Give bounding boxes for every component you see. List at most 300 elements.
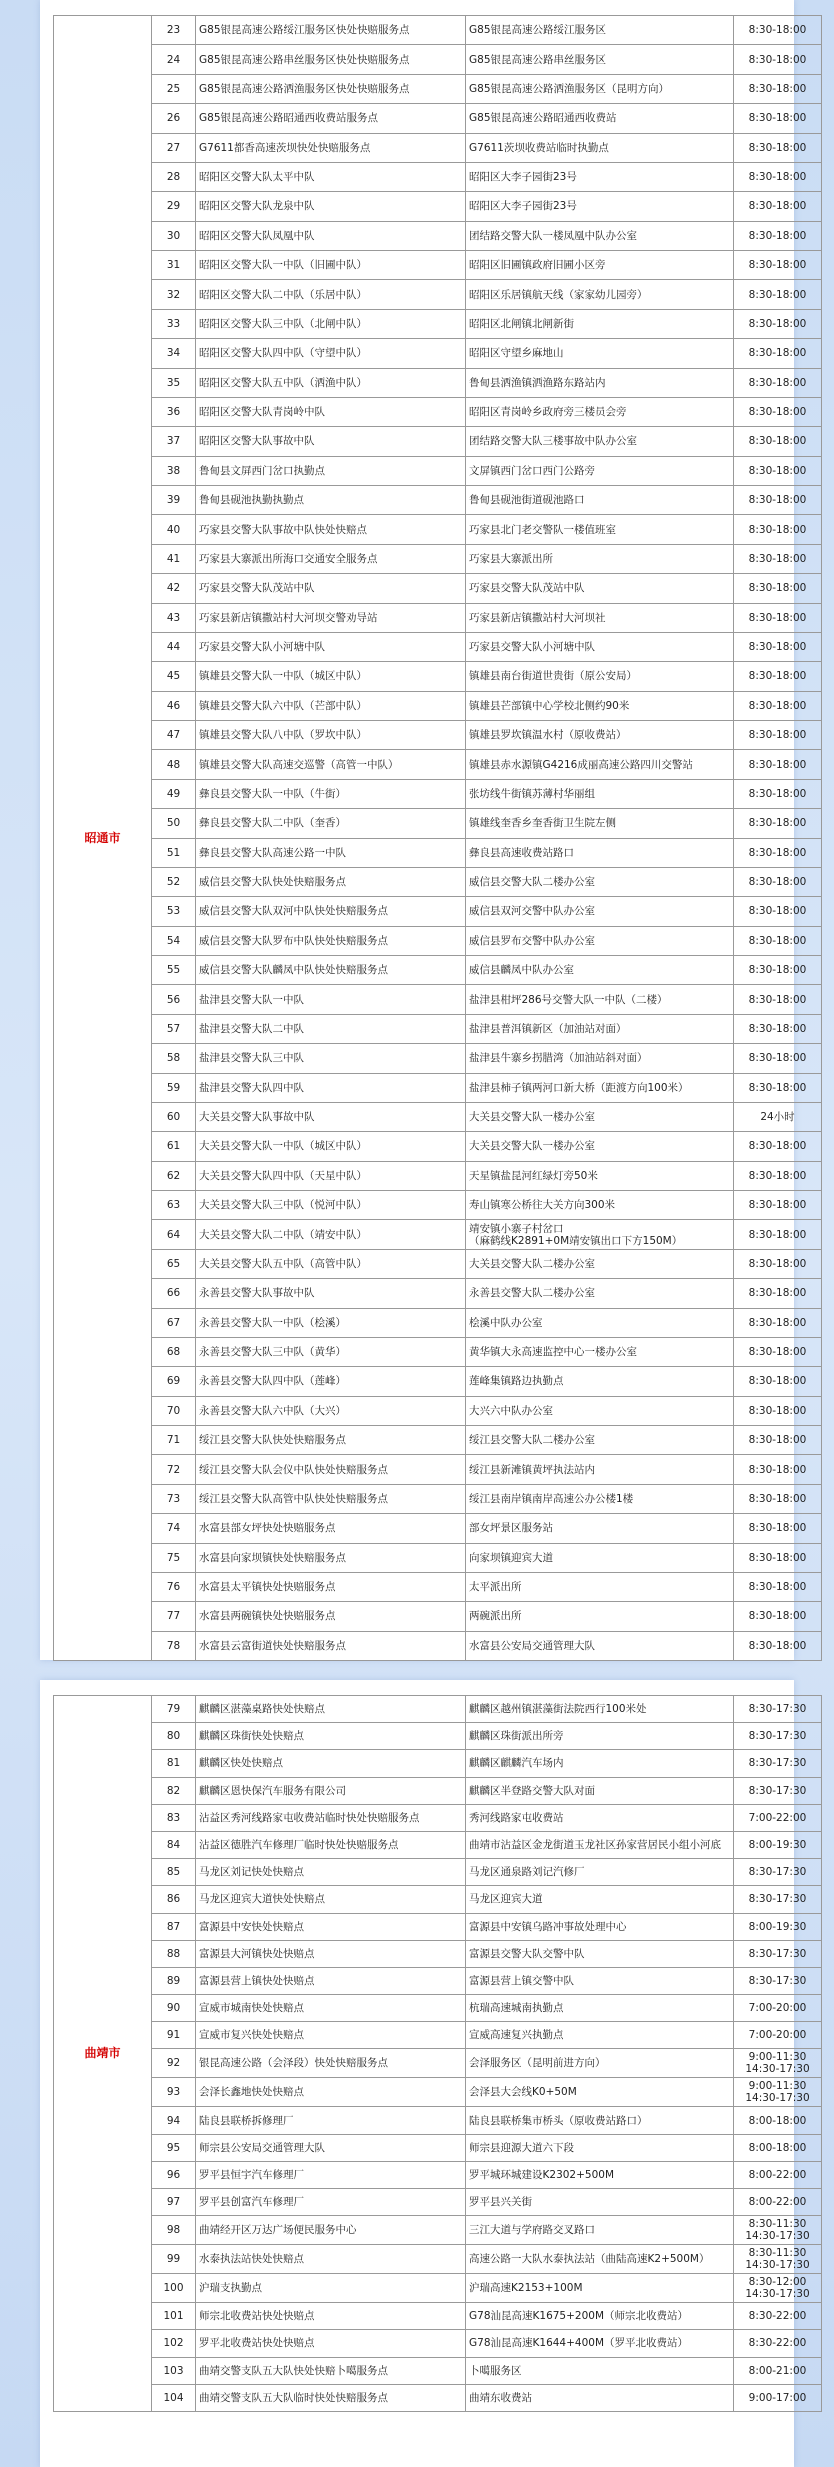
service-hours-cell: 8:30-18:00 [734, 603, 822, 632]
service-hours-cell: 8:30-18:00 [734, 721, 822, 750]
service-point-name-cell: 绥江县交警大队快处快赔服务点 [196, 1426, 466, 1455]
service-point-address-cell: 绥江县南岸镇南岸高速公办公楼1楼 [466, 1484, 734, 1513]
service-point-name-cell: 富源县营上镇快处快赔点 [196, 1967, 466, 1994]
service-hours-cell: 8:00-18:00 [734, 2107, 822, 2134]
service-point-name-cell: G85银昆高速公路绥江服务区快处快赔服务点 [196, 16, 466, 45]
service-hours-cell: 8:30-18:00 [734, 133, 822, 162]
service-point-name-cell: 曲靖交警支队五大队快处快赔卜噶服务点 [196, 2357, 466, 2384]
service-hours-cell: 8:30-18:00 [734, 1014, 822, 1043]
row-number-cell: 25 [152, 74, 196, 103]
city-name-cell: 昭通市 [54, 16, 152, 1661]
row-number-cell: 79 [152, 1696, 196, 1723]
service-point-name-cell: 昭阳区交警大队一中队（旧圃中队） [196, 251, 466, 280]
row-number-cell: 45 [152, 662, 196, 691]
service-hours-cell: 8:30-17:30 [734, 1940, 822, 1967]
row-number-cell: 39 [152, 486, 196, 515]
table-row [54, 1886, 822, 1913]
service-point-address-cell: 盐津县牛寨乡拐腊湾（加油站斜对面） [466, 1044, 734, 1073]
service-point-name-cell: 永善县交警大队事故中队 [196, 1279, 466, 1308]
service-point-address-cell: 昭阳区大李子园街23号 [466, 192, 734, 221]
service-point-address-cell: 昭阳区旧圃镇政府旧圃小区旁 [466, 251, 734, 280]
table-row [54, 1995, 822, 2022]
table-row [54, 1102, 822, 1131]
service-point-name-cell: 曲靖交警支队五大队临时快处快赔服务点 [196, 2384, 466, 2411]
row-number-cell: 76 [152, 1572, 196, 1601]
service-point-name-cell: 镇雄县交警大队八中队（罗坎中队） [196, 721, 466, 750]
row-number-cell: 73 [152, 1484, 196, 1513]
row-number-cell: 58 [152, 1044, 196, 1073]
row-number-cell: 33 [152, 309, 196, 338]
row-number-cell: 93 [152, 2078, 196, 2107]
service-hours-cell: 8:30-17:30 [734, 1886, 822, 1913]
section-panel-qujing [40, 1680, 810, 2467]
service-hours-cell: 8:30-17:30 [734, 1777, 822, 1804]
service-point-address-cell: 寿山镇寒公桥往大关方向300米 [466, 1191, 734, 1220]
row-number-cell: 100 [152, 2274, 196, 2303]
service-point-name-cell: 沪瑞支执勤点 [196, 2274, 466, 2303]
service-point-name-cell: 绥江县交警大队会仪中队快处快赔服务点 [196, 1455, 466, 1484]
service-point-address-cell: 团结路交警大队三楼事故中队办公室 [466, 427, 734, 456]
service-point-address-cell: 宣威高速复兴执勤点 [466, 2022, 734, 2049]
table-row [54, 838, 822, 867]
city-name-cell: 曲靖市 [54, 1696, 152, 2412]
row-number-cell: 30 [152, 221, 196, 250]
service-point-name-cell: G85银昆高速公路串丝服务区快处快赔服务点 [196, 45, 466, 74]
service-hours-cell: 8:30-18:00 [734, 1337, 822, 1366]
table-row [54, 2078, 822, 2107]
service-point-address-cell: 绥江县交警大队二楼办公室 [466, 1426, 734, 1455]
service-point-address-cell: 曲靖市沾益区金龙街道玉龙社区孙家营居民小组小河底 [466, 1831, 734, 1858]
service-point-address-cell: 大兴六中队办公室 [466, 1396, 734, 1425]
table-row [54, 985, 822, 1014]
service-hours-cell: 8:30-18:00 [734, 1132, 822, 1161]
row-number-cell: 81 [152, 1750, 196, 1777]
service-hours-cell: 8:30-18:00 [734, 456, 822, 485]
service-point-address-cell: 巧家县北门老交警队一楼值班室 [466, 515, 734, 544]
service-point-name-cell: 富源县大河镇快处快赔点 [196, 1940, 466, 1967]
service-point-address-cell: 罗平城环城建设K2302+500M [466, 2161, 734, 2188]
service-hours-cell: 8:30-11:30 14:30-17:30 [734, 2216, 822, 2245]
service-hours-cell: 8:30-18:00 [734, 309, 822, 338]
service-point-name-cell: 巧家县交警大队茂站中队 [196, 574, 466, 603]
row-number-cell: 32 [152, 280, 196, 309]
row-number-cell: 66 [152, 1279, 196, 1308]
service-point-address-cell: 会泽县大会线K0+50M [466, 2078, 734, 2107]
service-point-name-cell: 师宗县公安局交通管理大队 [196, 2134, 466, 2161]
service-point-address-cell: 杭瑞高速城南执勤点 [466, 1995, 734, 2022]
service-point-name-cell: 大关县交警大队事故中队 [196, 1102, 466, 1131]
row-number-cell: 85 [152, 1859, 196, 1886]
service-hours-cell: 8:30-17:30 [734, 1723, 822, 1750]
row-number-cell: 75 [152, 1543, 196, 1572]
service-point-address-cell: 三江大道与学府路交叉路口 [466, 2216, 734, 2245]
table-row [54, 2189, 822, 2216]
service-hours-cell: 8:30-18:00 [734, 280, 822, 309]
row-number-cell: 53 [152, 897, 196, 926]
service-point-address-cell: G85银昆高速公路洒渔服务区（昆明方向） [466, 74, 734, 103]
service-point-address-cell: 昭阳区大李子园街23号 [466, 162, 734, 191]
service-point-name-cell: G85银昆高速公路洒渔服务区快处快赔服务点 [196, 74, 466, 103]
table-row [54, 1859, 822, 1886]
service-hours-cell: 8:00-22:00 [734, 2189, 822, 2216]
service-hours-cell: 8:30-18:00 [734, 779, 822, 808]
service-point-name-cell: 会泽长鑫地快处快赔点 [196, 2078, 466, 2107]
table-row [54, 1308, 822, 1337]
service-point-address-cell: 马龙区迎宾大道 [466, 1886, 734, 1913]
table-row [54, 280, 822, 309]
service-point-name-cell: 昭阳区交警大队二中队（乐居中队） [196, 280, 466, 309]
row-number-cell: 90 [152, 1995, 196, 2022]
service-point-name-cell: 威信县交警大队快处快赔服务点 [196, 867, 466, 896]
service-point-address-cell: 巧家县交警大队茂站中队 [466, 574, 734, 603]
service-table-qujing [53, 1695, 822, 2412]
service-point-address-cell: G85银昆高速公路串丝服务区 [466, 45, 734, 74]
service-point-address-cell: 鲁甸县砚池街道砚池路口 [466, 486, 734, 515]
service-point-address-cell: 高速公路一大队水泰执法站（曲陆高速K2+500M） [466, 2245, 734, 2274]
service-point-address-cell: 富源县交警大队交警中队 [466, 1940, 734, 1967]
service-point-address-cell: 昭阳区青岗岭乡政府旁三楼员会旁 [466, 397, 734, 426]
row-number-cell: 80 [152, 1723, 196, 1750]
row-number-cell: 29 [152, 192, 196, 221]
row-number-cell: 52 [152, 867, 196, 896]
service-point-address-cell: 昭阳区北闸镇北闸新街 [466, 309, 734, 338]
service-hours-cell: 8:30-18:00 [734, 1220, 822, 1249]
service-point-address-cell: 太平派出所 [466, 1572, 734, 1601]
service-hours-cell: 9:00-11:30 14:30-17:30 [734, 2049, 822, 2078]
service-point-address-cell: 大关县交警大队一楼办公室 [466, 1102, 734, 1131]
table-row [54, 2022, 822, 2049]
row-number-cell: 78 [152, 1631, 196, 1660]
service-point-address-cell: 桧溪中队办公室 [466, 1308, 734, 1337]
table-row [54, 1484, 822, 1513]
table-row [54, 368, 822, 397]
table-row [54, 1191, 822, 1220]
service-point-name-cell: 盐津县交警大队二中队 [196, 1014, 466, 1043]
table-row [54, 427, 822, 456]
row-number-cell: 83 [152, 1804, 196, 1831]
service-point-name-cell: 罗平北收费站快处快赔点 [196, 2330, 466, 2357]
table-row [54, 1514, 822, 1543]
row-number-cell: 60 [152, 1102, 196, 1131]
row-number-cell: 71 [152, 1426, 196, 1455]
service-hours-cell: 8:30-18:00 [734, 192, 822, 221]
table-row [54, 809, 822, 838]
service-point-name-cell: 水泰执法站快处快赔点 [196, 2245, 466, 2274]
row-number-cell: 99 [152, 2245, 196, 2274]
service-point-address-cell: G85银昆高速公路昭通西收费站 [466, 104, 734, 133]
service-point-name-cell: 马龙区刘记快处快赔点 [196, 1859, 466, 1886]
service-point-address-cell: 盐津县柿子镇两河口新大桥（距渡方向100米） [466, 1073, 734, 1102]
service-hours-cell: 8:30-18:00 [734, 368, 822, 397]
service-point-name-cell: 曲靖经开区万达广场便民服务中心 [196, 2216, 466, 2245]
table-row [54, 45, 822, 74]
service-point-name-cell: 麒麟区湛藻桌路快处快赔点 [196, 1696, 466, 1723]
row-number-cell: 102 [152, 2330, 196, 2357]
service-hours-cell: 8:30-18:00 [734, 867, 822, 896]
service-point-address-cell: 文屏镇西门岔口西门公路旁 [466, 456, 734, 485]
table-row [54, 2274, 822, 2303]
table-row [54, 162, 822, 191]
service-point-address-cell: 威信县双河交警中队办公室 [466, 897, 734, 926]
section-panel-zhaotong [40, 0, 807, 1660]
service-point-name-cell: 永善县交警大队三中队（黄华） [196, 1337, 466, 1366]
table-row [54, 1631, 822, 1660]
row-number-cell: 65 [152, 1249, 196, 1278]
service-point-address-cell: 麒麟区半登路交警大队对面 [466, 1777, 734, 1804]
table-row [54, 603, 822, 632]
service-hours-cell: 9:00-17:00 [734, 2384, 822, 2411]
table-row [54, 1940, 822, 1967]
service-hours-cell: 8:30-18:00 [734, 1396, 822, 1425]
service-hours-cell: 8:30-18:00 [734, 1073, 822, 1102]
service-point-address-cell: 麒麟区珠街派出所旁 [466, 1723, 734, 1750]
service-hours-cell: 8:30-18:00 [734, 1514, 822, 1543]
table-row [54, 16, 822, 45]
service-point-name-cell: 彝良县交警大队二中队（奎香） [196, 809, 466, 838]
row-number-cell: 40 [152, 515, 196, 544]
row-number-cell: 44 [152, 632, 196, 661]
service-point-name-cell: 昭阳区交警大队四中队（守望中队） [196, 339, 466, 368]
service-hours-cell: 8:30-17:30 [734, 1859, 822, 1886]
service-hours-cell: 24小时 [734, 1102, 822, 1131]
row-number-cell: 97 [152, 2189, 196, 2216]
table-row [54, 1337, 822, 1366]
service-point-name-cell: 麒麟区恩快保汽车服务有限公司 [196, 1777, 466, 1804]
service-hours-cell: 8:30-18:00 [734, 45, 822, 74]
table-row [54, 779, 822, 808]
service-hours-cell: 8:30-18:00 [734, 339, 822, 368]
table-row [54, 2245, 822, 2274]
table-row [54, 2303, 822, 2330]
table-row [54, 956, 822, 985]
service-point-name-cell: 大关县交警大队二中队（靖安中队） [196, 1220, 466, 1249]
row-number-cell: 46 [152, 691, 196, 720]
table-row [54, 1831, 822, 1858]
service-point-address-cell: 罗平县兴关街 [466, 2189, 734, 2216]
table-row [54, 1367, 822, 1396]
table-row [54, 339, 822, 368]
service-hours-cell: 8:30-18:00 [734, 956, 822, 985]
service-hours-cell: 8:30-18:00 [734, 1279, 822, 1308]
service-point-address-cell: G78汕昆高速K1644+400M（罗平北收费站） [466, 2330, 734, 2357]
service-point-address-cell: 麒麟区越州镇湛藻街法院西行100米处 [466, 1696, 734, 1723]
row-number-cell: 89 [152, 1967, 196, 1994]
table-row [54, 221, 822, 250]
table-row [54, 104, 822, 133]
service-point-address-cell: 威信县交警大队二楼办公室 [466, 867, 734, 896]
row-number-cell: 61 [152, 1132, 196, 1161]
service-hours-cell: 8:30-18:00 [734, 515, 822, 544]
row-number-cell: 98 [152, 2216, 196, 2245]
service-point-address-cell: G7611茨坝收费站临时执勤点 [466, 133, 734, 162]
service-hours-cell: 8:30-18:00 [734, 162, 822, 191]
service-hours-cell: 7:00-20:00 [734, 1995, 822, 2022]
service-point-address-cell: 天星镇盐昆河红绿灯旁50米 [466, 1161, 734, 1190]
row-number-cell: 28 [152, 162, 196, 191]
service-point-address-cell: 镇雄县罗坎镇温水村（原收费站） [466, 721, 734, 750]
service-hours-cell: 8:30-11:30 14:30-17:30 [734, 2245, 822, 2274]
service-point-address-cell: 绥江县新滩镇黄坪执法站内 [466, 1455, 734, 1484]
row-number-cell: 86 [152, 1886, 196, 1913]
service-hours-cell: 8:30-18:00 [734, 1249, 822, 1278]
service-point-name-cell: 水富县云富街道快处快赔服务点 [196, 1631, 466, 1660]
row-number-cell: 56 [152, 985, 196, 1014]
table-row [54, 1777, 822, 1804]
table-row [54, 632, 822, 661]
row-number-cell: 27 [152, 133, 196, 162]
service-hours-cell: 8:30-22:00 [734, 2303, 822, 2330]
service-point-name-cell: 盐津县交警大队四中队 [196, 1073, 466, 1102]
table-row [54, 1132, 822, 1161]
table-row [54, 1543, 822, 1572]
service-point-address-cell: 黄华镇大永高速监控中心一楼办公室 [466, 1337, 734, 1366]
service-hours-cell: 8:30-18:00 [734, 691, 822, 720]
service-point-address-cell: 鲁甸县洒渔镇洒渔路东路站内 [466, 368, 734, 397]
service-point-name-cell: 罗平县恒宇汽车修理厂 [196, 2161, 466, 2188]
service-hours-cell: 8:30-18:00 [734, 1602, 822, 1631]
row-number-cell: 42 [152, 574, 196, 603]
row-number-cell: 36 [152, 397, 196, 426]
row-number-cell: 72 [152, 1455, 196, 1484]
service-point-address-cell: 马龙区通泉路刘记汽修厂 [466, 1859, 734, 1886]
service-point-name-cell: 沾益区秀河线路家屯收费站临时快处快赔服务点 [196, 1804, 466, 1831]
service-point-address-cell: 昭阳区乐居镇航天线（家家幼儿园旁） [466, 280, 734, 309]
service-hours-cell: 8:30-18:00 [734, 104, 822, 133]
service-hours-cell: 8:00-22:00 [734, 2161, 822, 2188]
table-row [54, 74, 822, 103]
table-row [54, 544, 822, 573]
service-point-name-cell: 昭阳区交警大队太平中队 [196, 162, 466, 191]
service-point-name-cell: 沾益区德胜汽车修理厂临时快处快赔服务点 [196, 1831, 466, 1858]
row-number-cell: 62 [152, 1161, 196, 1190]
table-row [54, 750, 822, 779]
row-number-cell: 88 [152, 1940, 196, 1967]
service-hours-cell: 8:00-19:30 [734, 1913, 822, 1940]
row-number-cell: 59 [152, 1073, 196, 1102]
service-point-name-cell: 绥江县交警大队高管中队快处快赔服务点 [196, 1484, 466, 1513]
table-row [54, 1161, 822, 1190]
table-row [54, 662, 822, 691]
service-point-address-cell: 大关县交警大队一楼办公室 [466, 1132, 734, 1161]
row-number-cell: 64 [152, 1220, 196, 1249]
row-number-cell: 92 [152, 2049, 196, 2078]
service-hours-cell: 8:00-21:00 [734, 2357, 822, 2384]
service-point-address-cell: 镇雄县赤水源镇G4216成丽高速公路四川交警站 [466, 750, 734, 779]
table-row [54, 1426, 822, 1455]
service-hours-cell: 8:30-17:30 [734, 1967, 822, 1994]
row-number-cell: 77 [152, 1602, 196, 1631]
service-point-name-cell: 大关县交警大队三中队（悦河中队） [196, 1191, 466, 1220]
row-number-cell: 51 [152, 838, 196, 867]
service-point-address-cell: 卜噶服务区 [466, 2357, 734, 2384]
row-number-cell: 41 [152, 544, 196, 573]
service-hours-cell: 8:30-18:00 [734, 632, 822, 661]
service-hours-cell: 8:30-18:00 [734, 750, 822, 779]
table-row [54, 1913, 822, 1940]
service-point-address-cell: G78汕昆高速K1675+200M（师宗北收费站） [466, 2303, 734, 2330]
row-number-cell: 34 [152, 339, 196, 368]
service-point-name-cell: 昭阳区交警大队五中队（洒渔中队） [196, 368, 466, 397]
service-hours-cell: 8:30-18:00 [734, 74, 822, 103]
row-number-cell: 55 [152, 956, 196, 985]
table-row [54, 2049, 822, 2078]
row-number-cell: 31 [152, 251, 196, 280]
service-point-address-cell: G85银昆高速公路绥江服务区 [466, 16, 734, 45]
row-number-cell: 103 [152, 2357, 196, 2384]
service-point-address-cell: 团结路交警大队一楼凤凰中队办公室 [466, 221, 734, 250]
service-point-address-cell: 麒麟区麒麟汽车场内 [466, 1750, 734, 1777]
service-point-name-cell: 永善县交警大队一中队（桧溪） [196, 1308, 466, 1337]
table-row [54, 1750, 822, 1777]
service-point-address-cell: 靖安镇小寨子村岔口 （麻鹤线K2891+0M靖安镇出口下方150M） [466, 1220, 734, 1249]
row-number-cell: 35 [152, 368, 196, 397]
table-row [54, 2107, 822, 2134]
service-hours-cell: 8:30-18:00 [734, 1484, 822, 1513]
service-point-address-cell: 向家坝镇迎宾大道 [466, 1543, 734, 1572]
row-number-cell: 87 [152, 1913, 196, 1940]
service-point-name-cell: 陆良县联桥拆修理厂 [196, 2107, 466, 2134]
table-row [54, 1220, 822, 1249]
table-row [54, 486, 822, 515]
service-hours-cell: 8:30-18:00 [734, 1426, 822, 1455]
service-hours-cell: 8:30-18:00 [734, 1191, 822, 1220]
service-point-address-cell: 会泽服务区（昆明前进方向） [466, 2049, 734, 2078]
service-point-name-cell: 麒麟区快处快赔点 [196, 1750, 466, 1777]
table-row [54, 309, 822, 338]
service-point-name-cell: 大关县交警大队五中队（高管中队） [196, 1249, 466, 1278]
service-point-name-cell: 彝良县交警大队一中队（牛街） [196, 779, 466, 808]
service-hours-cell: 7:00-22:00 [734, 1804, 822, 1831]
service-table-zhaotong [53, 15, 822, 1661]
service-point-address-cell: 师宗县迎源大道六下段 [466, 2134, 734, 2161]
row-number-cell: 69 [152, 1367, 196, 1396]
row-number-cell: 94 [152, 2107, 196, 2134]
row-number-cell: 57 [152, 1014, 196, 1043]
service-point-name-cell: 昭阳区交警大队事故中队 [196, 427, 466, 456]
table-row [54, 133, 822, 162]
service-point-name-cell: 巧家县新店镇撒站村大河坝交警劝导站 [196, 603, 466, 632]
row-number-cell: 68 [152, 1337, 196, 1366]
table-row [54, 2357, 822, 2384]
service-hours-cell: 8:30-18:00 [734, 926, 822, 955]
service-point-name-cell: 水富县太平镇快处快赔服务点 [196, 1572, 466, 1601]
service-point-address-cell: 富源县中安镇乌路冲事故处理中心 [466, 1913, 734, 1940]
table-row [54, 2384, 822, 2411]
service-point-address-cell: 威信县麟凤中队办公室 [466, 956, 734, 985]
service-hours-cell: 8:30-18:00 [734, 251, 822, 280]
table-row [54, 192, 822, 221]
service-point-name-cell: 大关县交警大队一中队（城区中队） [196, 1132, 466, 1161]
service-hours-cell: 8:30-18:00 [734, 1455, 822, 1484]
service-hours-cell: 8:30-18:00 [734, 985, 822, 1014]
service-hours-cell: 8:30-18:00 [734, 809, 822, 838]
service-hours-cell: 8:00-18:00 [734, 2134, 822, 2161]
service-point-address-cell: 盐津县柑坪286号交警大队一中队（二楼） [466, 985, 734, 1014]
service-point-address-cell: 彝良县高速收费站路口 [466, 838, 734, 867]
row-number-cell: 23 [152, 16, 196, 45]
service-point-name-cell: 巧家县大寨派出所海口交通安全服务点 [196, 544, 466, 573]
service-point-name-cell: 水富县两碗镇快处快赔服务点 [196, 1602, 466, 1631]
row-number-cell: 91 [152, 2022, 196, 2049]
table-row [54, 1044, 822, 1073]
row-number-cell: 95 [152, 2134, 196, 2161]
service-point-address-cell: 巧家县交警大队小河塘中队 [466, 632, 734, 661]
table-row [54, 251, 822, 280]
table-row [54, 897, 822, 926]
row-number-cell: 96 [152, 2161, 196, 2188]
service-point-name-cell: 宣威市复兴快处快赔点 [196, 2022, 466, 2049]
service-point-name-cell: 永善县交警大队六中队（大兴） [196, 1396, 466, 1425]
